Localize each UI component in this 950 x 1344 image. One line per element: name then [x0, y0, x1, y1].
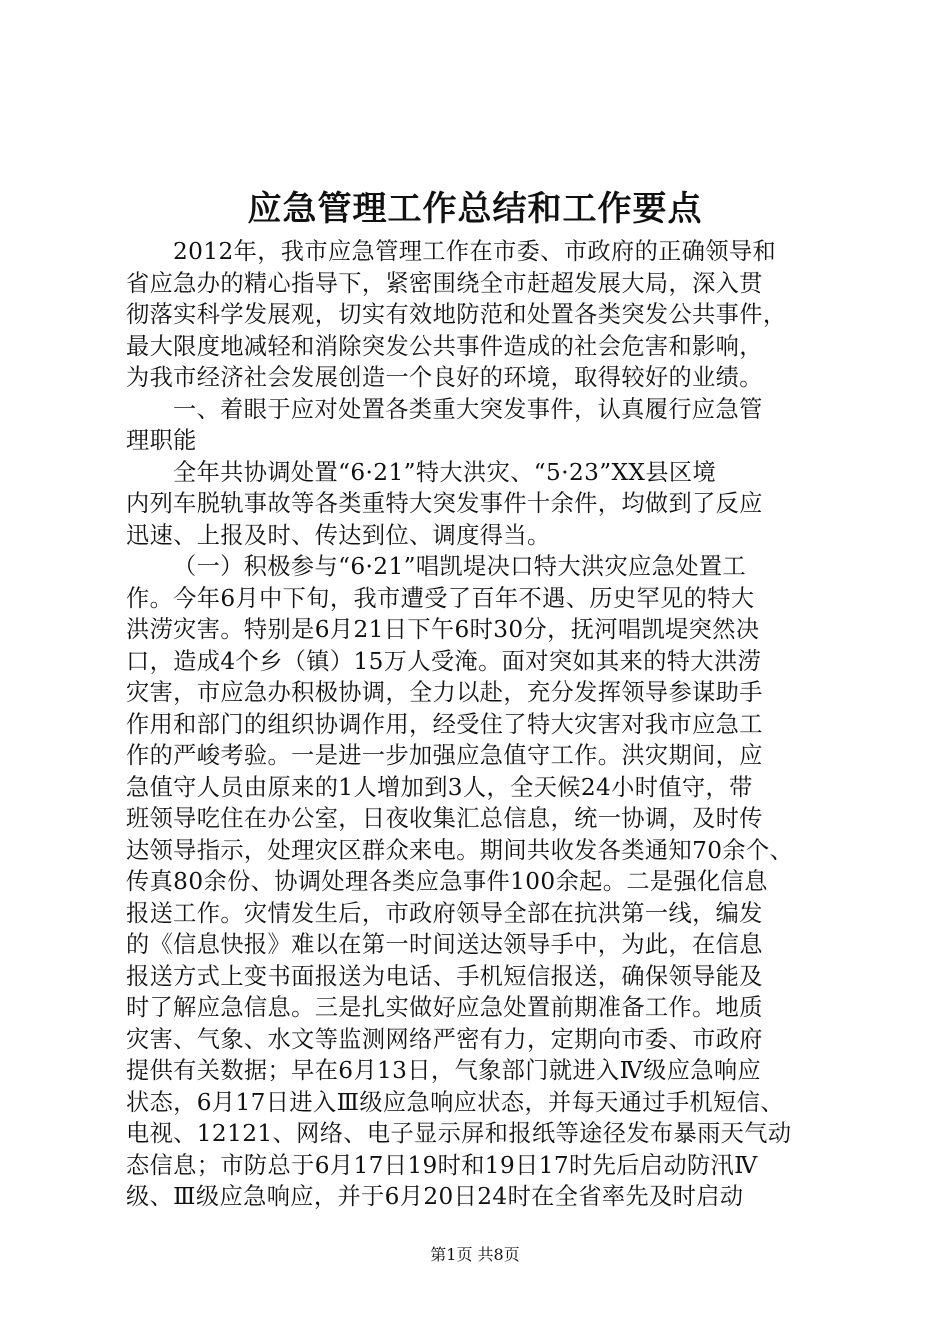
- text-line: 急值守人员由原来的1人增加到3人，全天候24小时值守，带: [126, 773, 753, 801]
- text-line: 提供有关数据；早在6月13日，气象部门就进入Ⅳ级应急响应: [126, 1057, 762, 1084]
- text-line: 的《信息快报》难以在第一时间送达领导手中，为此，在信息: [126, 931, 763, 958]
- text-line: 达领导指示，处理灾区群众来电。期间共收发各类通知70余个、: [126, 836, 794, 864]
- text-line: 级、Ⅲ级应急响应，并于6月20日24时在全省率先及时启动: [126, 1183, 744, 1210]
- document-title: 应急管理工作总结和工作要点: [247, 189, 703, 229]
- text-line: 灾害，市应急办积极协调，全力以赴，充分发挥领导参谋助手: [126, 679, 763, 706]
- text-line: 报送方式上变书面报送为电话、手机短信报送，确保领导能及: [126, 962, 763, 990]
- text-line: 电视、12121、网络、电子显示屏和报纸等途径发布暴雨天气动: [126, 1120, 792, 1147]
- text-line: 彻落实科学发展观，切实有效地防范和处置各类突发公共事件，: [126, 301, 787, 328]
- text-line: 最大限度地减轻和消除突发公共事件造成的社会危害和影响，: [126, 332, 763, 360]
- text-line: 迅速、上报及时、传达到位、调度得当。: [126, 521, 551, 549]
- text-line: 2012年，我市应急管理工作在市委、市政府的正确领导和: [173, 238, 777, 265]
- text-line: 作的严峻考验。一是进一步加强应急值守工作。洪灾期间，应: [126, 742, 763, 769]
- section-heading-line: 一、着眼于应对处置各类重大突发事件，认真履行应急管: [173, 395, 763, 423]
- text-line: 班领导吃住在办公室，日夜收集汇总信息，统一协调，及时传: [126, 805, 763, 832]
- text-line: 口，造成4个乡（镇）15万人受淹。面对突如其来的特大洪涝: [126, 647, 762, 675]
- text-line: 作。今年6月中下旬，我市遭受了百年不遇、历史罕见的特大: [126, 584, 755, 612]
- text-line: 内列车脱轨事故等各类重特大突发事件十余件，均做到了反应: [126, 490, 763, 517]
- text-line: （一）积极参与“6·21”唱凯堤决口特大洪灾应急处置工: [173, 553, 747, 580]
- text-line: 态信息；市防总于6月17日19时和19日17时先后启动防汛Ⅳ: [126, 1151, 758, 1179]
- text-line: 状态，6月17日进入Ⅲ级应急响应状态，并每天通过手机短信、: [126, 1088, 784, 1116]
- section-heading-line: 理职能: [126, 427, 197, 454]
- text-line: 时了解应急信息。三是扎实做好应急处置前期准备工作。地质: [126, 994, 763, 1021]
- text-line: 传真80余份、协调处理各类应急事件100余起。二是强化信息: [126, 868, 768, 895]
- text-line: 灾害、气象、水文等监测网络严密有力，定期向市委、市政府: [126, 1025, 763, 1053]
- text-line: 为我市经济社会发展创造一个良好的环境，取得较好的业绩。: [126, 364, 763, 391]
- text-line: 洪涝灾害。特别是6月21日下午6时30分，抚河唱凯堤突然决: [126, 616, 760, 643]
- text-line: 省应急办的精心指导下，紧密围绕全市赶超发展大局，深入贯: [126, 269, 763, 297]
- document-body: [126, 236, 830, 1213]
- text-line: 全年共协调处置“6·21”特大洪灾、“5·23”XX县区境: [173, 458, 717, 486]
- text-line: 作用和部门的组织协调作用，经受住了特大灾害对我市应急工: [126, 710, 763, 738]
- page-footer: 第1页 共8页: [430, 1245, 520, 1264]
- text-line: 报送工作。灾情发生后，市政府领导全部在抗洪第一线，编发: [126, 899, 763, 927]
